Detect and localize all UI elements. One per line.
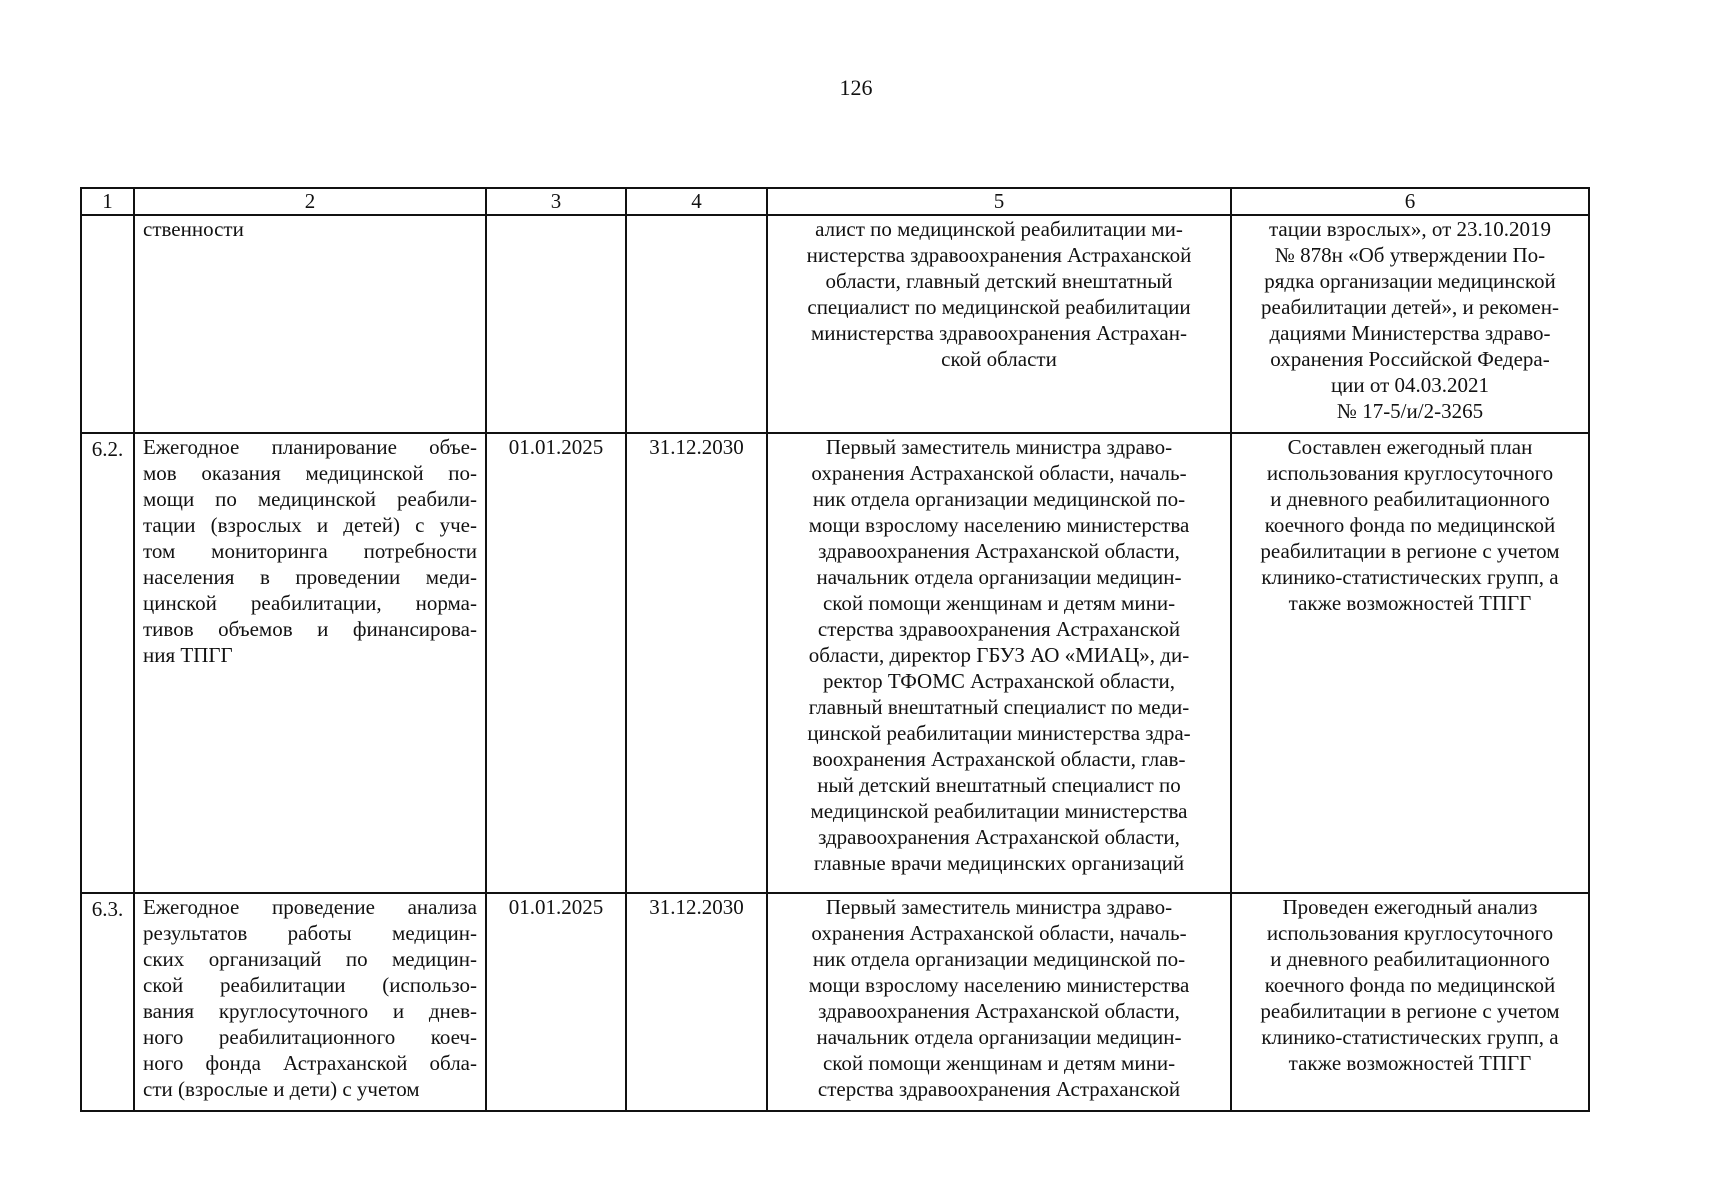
start-date-cell — [486, 215, 626, 433]
cell-text-line: ного реабилитационного коеч- — [143, 1025, 477, 1049]
cell-text-line: ния ТПГГ — [143, 643, 233, 667]
cell-text-line: Составлен ежегодный план — [1287, 435, 1533, 459]
cell-text-line: начальник отдела организации медицин- — [816, 1025, 1182, 1049]
cell-text-line: стерства здравоохранения Астраханской — [817, 1077, 1181, 1101]
cell-text-line: том мониторинга потребности — [143, 539, 477, 563]
table-row — [81, 433, 1589, 893]
cell-text-line: тации (взрослых и детей) с уче- — [143, 513, 477, 537]
cell-text-line: главные врачи медицинских организаций — [813, 851, 1185, 875]
cell-text-line: рядка организации медицинской — [1264, 269, 1556, 293]
header-cell: 6 — [1231, 188, 1589, 215]
header-cell: 5 — [767, 188, 1231, 215]
page-number: 126 — [839, 75, 873, 100]
cell-text-line: Ежегодное проведение анализа — [143, 895, 477, 919]
item-number-cell — [81, 215, 134, 433]
end-date-cell: 31.12.2030 — [626, 433, 767, 893]
end-date-cell — [626, 215, 767, 433]
cell-text-line: ских организаций по медицин- — [143, 947, 477, 971]
cell-text-line: ник отдела организации медицинской по- — [812, 487, 1186, 511]
end-date-cell: 31.12.2030 — [626, 893, 767, 1111]
start-date-cell: 01.01.2025 — [486, 433, 626, 893]
cell-text-line: охранения Российской Федера- — [1270, 347, 1550, 371]
cell-text-line: здравоохранения Астраханской области, — [818, 999, 1180, 1023]
header-cell: 4 — [626, 188, 767, 215]
cell-text-line: и дневного реабилитационного — [1270, 947, 1550, 971]
cell-text-line: цинской реабилитации, норма- — [143, 591, 477, 615]
cell-text-line: № 17-5/и/2-3265 — [1336, 399, 1484, 423]
cell-text-line: коечного фонда по медицинской — [1264, 513, 1556, 537]
cell-text-line: ный детский внештатный специалист по — [817, 773, 1181, 797]
responsible-cell — [767, 893, 1231, 1111]
cell-text-line: реабилитации в регионе с учетом — [1260, 999, 1560, 1023]
cell-text-line: главный внештатный специалист по меди- — [808, 695, 1190, 719]
cell-text-line: стерства здравоохранения Астраханской — [817, 617, 1181, 641]
responsible-cell — [767, 433, 1231, 893]
cell-text-line: ник отдела организации медицинской по- — [812, 947, 1186, 971]
cell-text-line: Проведен ежегодный анализ — [1282, 895, 1538, 919]
cell-text-line: мов оказания медицинской по- — [143, 461, 477, 485]
cell-text-line: № 878н «Об утверждении По- — [1274, 243, 1546, 267]
cell-text-line: реабилитации в регионе с учетом — [1260, 539, 1560, 563]
measure-description-cell — [134, 215, 486, 433]
cell-text-line: ской помощи женщинам и детям мини- — [822, 591, 1176, 615]
cell-text-line: вания круглосуточного и днев- — [143, 999, 477, 1023]
header-cell: 3 — [486, 188, 626, 215]
cell-text-line: цинской реабилитации министерства здра- — [807, 721, 1191, 745]
result-cell — [1231, 215, 1589, 433]
cell-text-line: начальник отдела организации медицин- — [816, 565, 1182, 589]
cell-text-line: специалист по медицинской реабилитации — [807, 295, 1191, 319]
cell-text-line: ской реабилитации (использо- — [143, 973, 477, 997]
cell-text-line: коечного фонда по медицинской — [1264, 973, 1556, 997]
cell-text-line: тации взрослых», от 23.10.2019 — [1268, 217, 1551, 241]
header-cell: 2 — [134, 188, 486, 215]
responsible-cell — [767, 215, 1231, 433]
measure-description-cell — [134, 893, 486, 1111]
cell-text-line: клинико-статистических групп, а — [1261, 1025, 1559, 1049]
cell-text-line: алист по медицинской реабилитации ми- — [815, 217, 1183, 241]
table-row — [81, 893, 1589, 1111]
cell-text-line: также возможностей ТПГГ — [1288, 1051, 1532, 1075]
item-number-cell: 6.3. — [81, 893, 134, 1111]
cell-text-line: мощи по медицинской реабили- — [143, 487, 477, 511]
result-cell — [1231, 893, 1589, 1111]
cell-text-line: охранения Астраханской области, началь- — [811, 921, 1187, 945]
cell-text-line: сти (взрослые и дети) с учетом — [143, 1077, 420, 1101]
cell-text-line: ректор ТФОМС Астраханской области, — [822, 669, 1176, 693]
cell-text-line: области, главный детский внештатный — [825, 269, 1173, 293]
cell-text-line: ской области — [941, 347, 1057, 371]
cell-text-line: населения в проведении меди- — [143, 565, 477, 589]
cell-text-line: Ежегодное планирование объе- — [143, 435, 477, 459]
cell-text-line: клинико-статистических групп, а — [1261, 565, 1559, 589]
item-number-cell: 6.2. — [81, 433, 134, 893]
cell-text-line: нистерства здравоохранения Астраханской — [806, 243, 1192, 267]
table-header-row — [81, 188, 1589, 215]
cell-text-line: Первый заместитель министра здраво- — [825, 895, 1173, 919]
cell-text-line: результатов работы медицин- — [143, 921, 477, 945]
cell-text-line: также возможностей ТПГГ — [1288, 591, 1532, 615]
cell-text-line: охранения Астраханской области, началь- — [811, 461, 1187, 485]
cell-text-line: ного фонда Астраханской обла- — [143, 1051, 477, 1075]
result-cell — [1231, 433, 1589, 893]
cell-text-line: и дневного реабилитационного — [1270, 487, 1550, 511]
measures-table — [80, 187, 1590, 1112]
cell-text-line: тивов объемов и финансирова- — [143, 617, 477, 641]
cell-text-line: области, директор ГБУЗ АО «МИАЦ», ди- — [808, 643, 1190, 667]
header-cell: 1 — [81, 188, 134, 215]
cell-text-line: медицинской реабилитации министерства — [810, 799, 1188, 823]
cell-text-line: мощи взрослому населению министерства — [808, 973, 1190, 997]
cell-text-line: министерства здравоохранения Астрахан- — [811, 321, 1187, 345]
cell-text-line: использования круглосуточного — [1266, 461, 1554, 485]
table-row — [81, 215, 1589, 433]
cell-text-line: ции от 04.03.2021 — [1330, 373, 1490, 397]
cell-text-line: ской помощи женщинам и детям мини- — [822, 1051, 1176, 1075]
measure-description-cell — [134, 433, 486, 893]
cell-text-line: здравоохранения Астраханской области, — [818, 825, 1180, 849]
cell-text-line: использования круглосуточного — [1266, 921, 1554, 945]
cell-text-line: мощи взрослому населению министерства — [808, 513, 1190, 537]
cell-text-line: ственности — [143, 217, 244, 241]
cell-text-line: дациями Министерства здраво- — [1269, 321, 1551, 345]
cell-text-line: реабилитации детей», и рекомен- — [1261, 295, 1559, 319]
cell-text-line: Первый заместитель министра здраво- — [825, 435, 1173, 459]
cell-text-line: воохранения Астраханской области, глав- — [812, 747, 1186, 771]
cell-text-line: здравоохранения Астраханской области, — [818, 539, 1180, 563]
start-date-cell: 01.01.2025 — [486, 893, 626, 1111]
